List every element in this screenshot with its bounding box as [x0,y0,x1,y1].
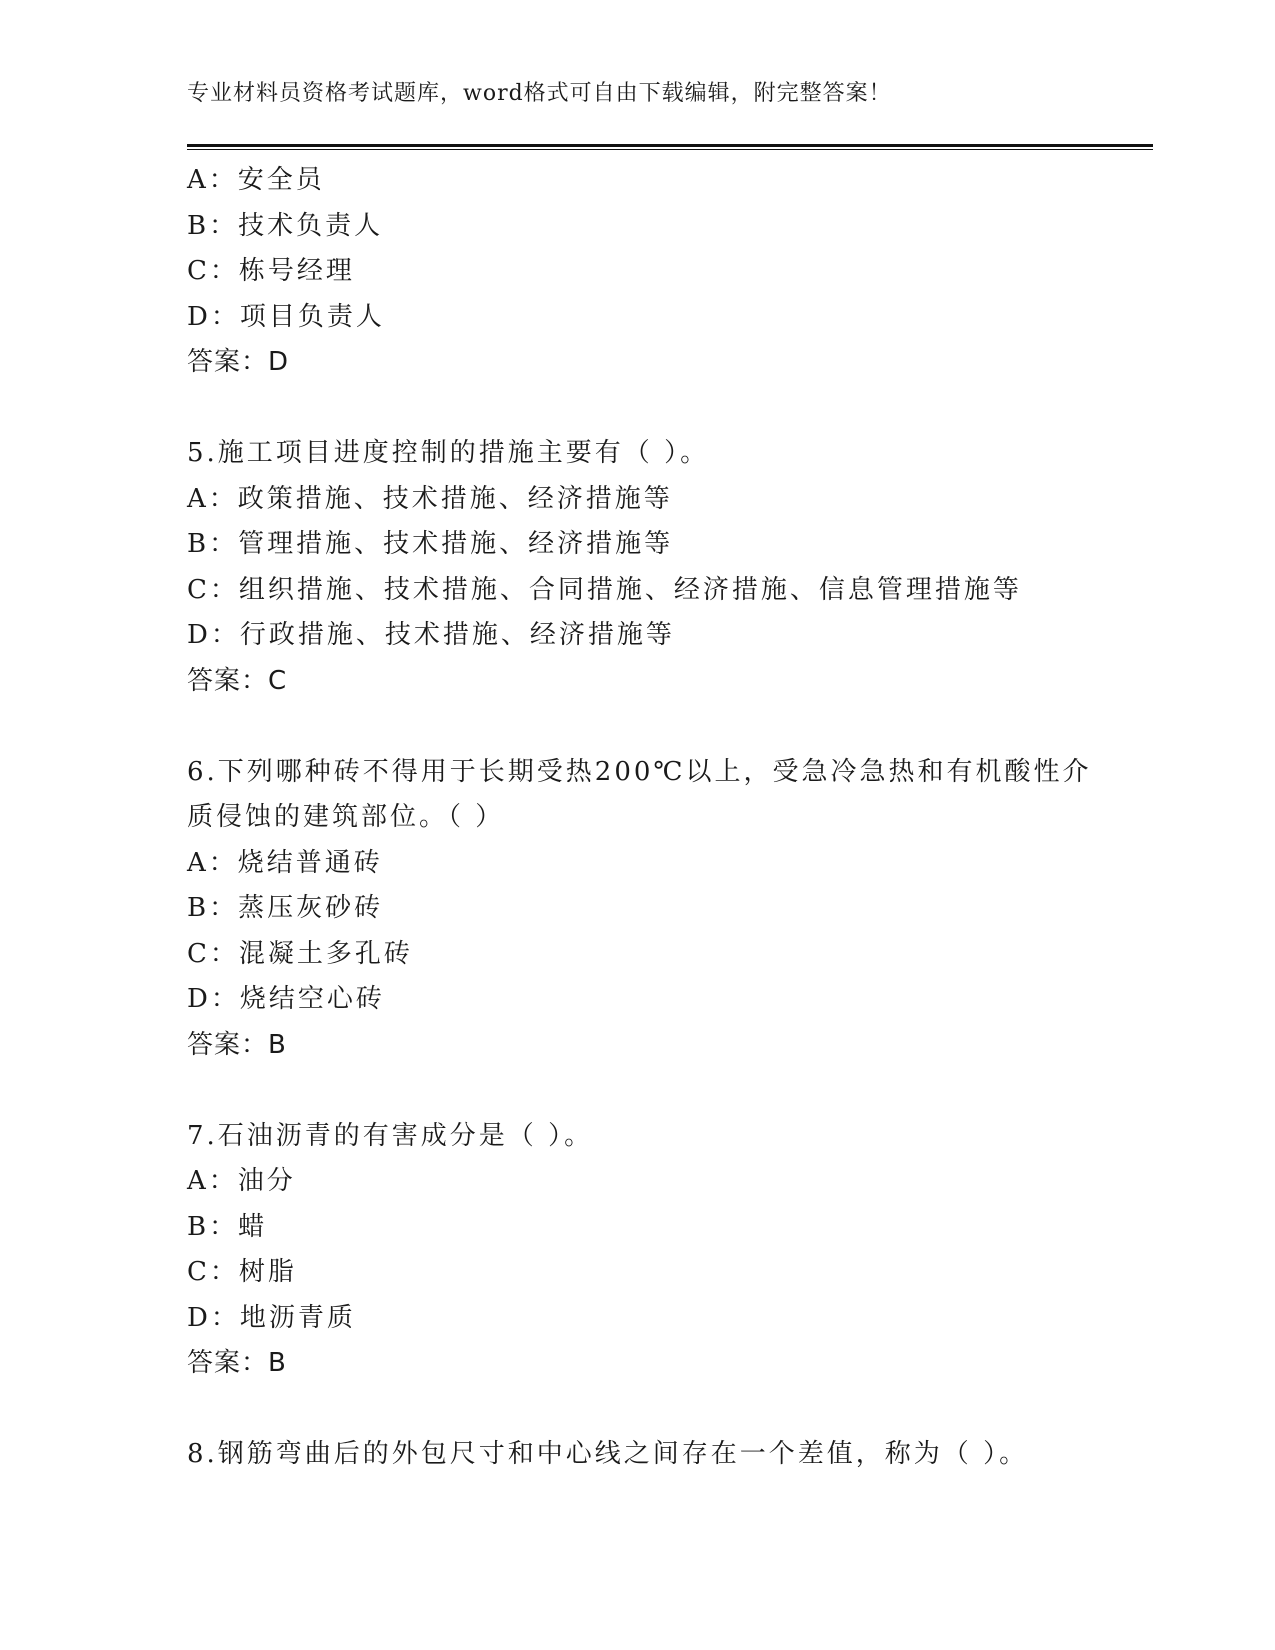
block-spacer [187,1387,1147,1433]
option-a: A：安全员 [187,165,325,195]
answer-line: 答案：D [187,347,290,377]
option-c: C：树脂 [187,1257,297,1287]
block-spacer [187,704,1147,750]
option-c: C：混凝土多孔砖 [187,938,413,969]
question-list [187,158,1147,1478]
block-spacer [187,386,1147,432]
option-d: D：项目负责人 [187,301,385,332]
option-a: A：政策措施、技术措施、经济措施等 [187,483,673,514]
block-spacer [187,1068,1147,1114]
question-block-6 [187,750,1147,1069]
answer-line: 答案：B [187,1348,287,1378]
option-c: C：组织措施、技术措施、合同措施、经济措施、信息管理措施等 [187,574,1022,605]
question-text-line-1: 6.下列哪种砖不得用于长期受热200℃以上，受急冷急热和有机酸性介 [187,756,1092,787]
header-rule [187,144,1153,150]
question-text-line-2: 质侵蚀的建筑部位。（ ） [187,802,505,832]
option-c: C：栋号经理 [187,256,355,286]
header-rule-thick [187,144,1153,147]
question-block-5 [187,431,1147,704]
option-a: A：油分 [187,1166,296,1196]
question-text: 5.施工项目进度控制的措施主要有（ ）。 [187,438,710,468]
option-b: B：管理措施、技术措施、经济措施等 [187,529,674,559]
option-d: D：行政措施、技术措施、经济措施等 [187,620,675,650]
page-header: 专业材料员资格考试题库，word格式可自由下载编辑，附完整答案！ [187,81,892,106]
question-block-4 [187,158,1147,386]
option-b: B：蜡 [187,1211,268,1242]
header-rule-thin [187,149,1153,150]
answer-line: 答案：C [187,665,288,696]
question-text: 8.钢筋弯曲后的外包尺寸和中心线之间存在一个差值，称为（ ）。 [187,1439,1029,1469]
option-d: D：烧结空心砖 [187,984,385,1014]
answer-line: 答案：B [187,1029,287,1060]
option-b: B：技术负责人 [187,210,384,241]
option-d: D：地沥青质 [187,1302,356,1333]
option-b: B：蒸压灰砂砖 [187,893,384,923]
question-block-7 [187,1114,1147,1387]
question-block-8 [187,1432,1147,1478]
question-text: 7.石油沥青的有害成分是（ ）。 [187,1120,594,1151]
option-a: A：烧结普通砖 [187,847,383,878]
